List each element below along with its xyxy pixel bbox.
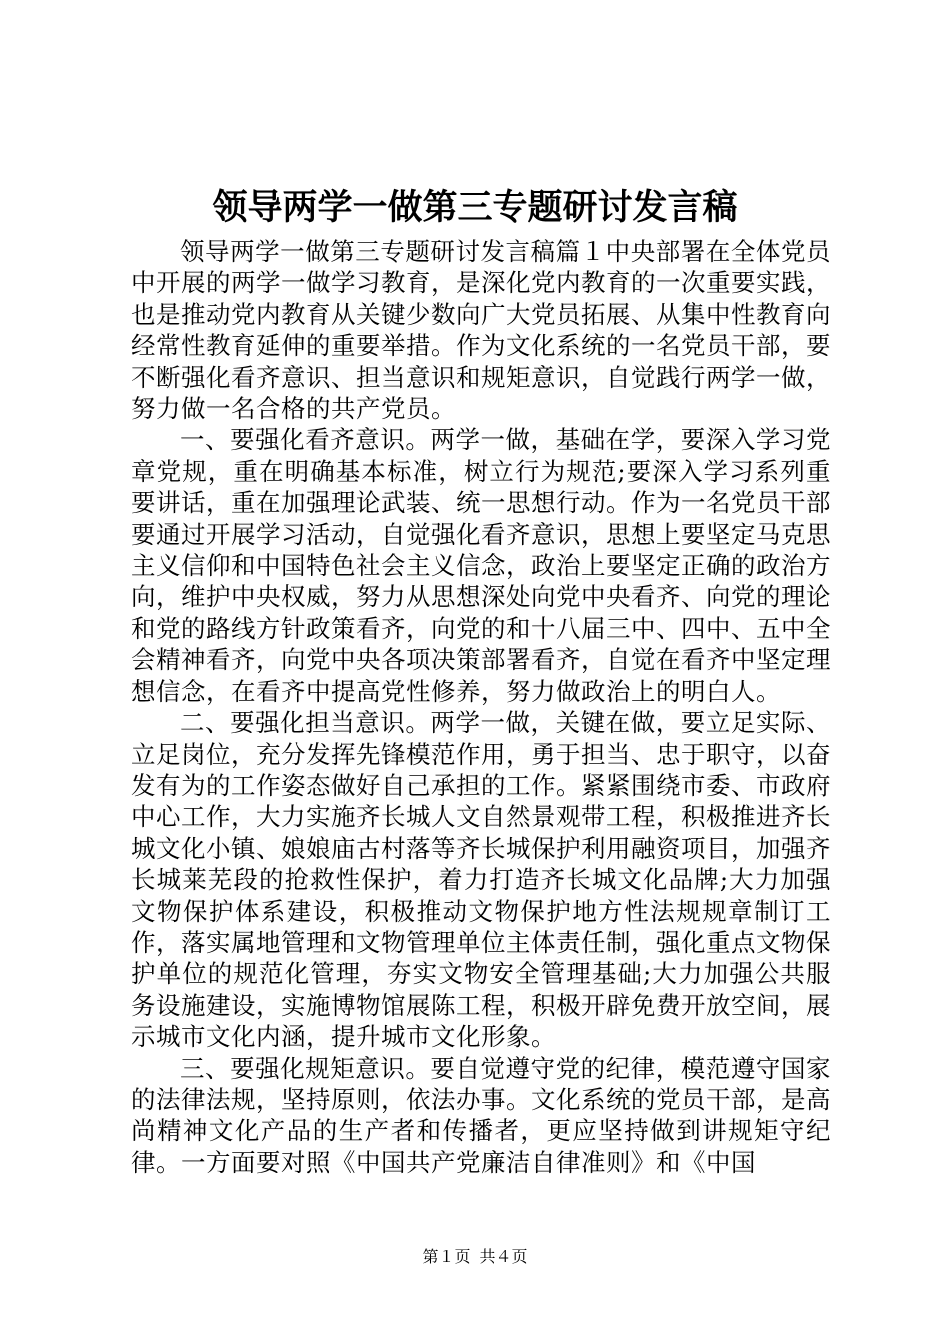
paragraph-section-3: 三、要强化规矩意识。要自觉遵守党的纪律，模范遵守国家的法律法规，坚持原则，依法办事。文化系统的党员干部，是高尚精神文化产品的生产者和传播者，更应坚持做到讲规矩守纪律。一方面要对照《中国共产党廉洁自律准则》和《中国 — [131, 1053, 831, 1177]
page-number-current: 第１页 — [422, 1247, 471, 1266]
paragraph-intro: 领导两学一做第三专题研讨发言稿篇１中央部署在全体党员中开展的两学一做学习教育，是深化党内教育的一次重要实践，也是推动党内教育从关键少数向广大党员拓展、从集中性教育向经常性教育延伸的重要举措。作为文化系统的一名党员干部，要不断强化看齐意识、担当意识和规矩意识，自觉践行两学一做，努力做一名合格的共产党员。 — [131, 237, 831, 424]
page-number-total: 共４页 — [479, 1247, 528, 1266]
document-title: 领导两学一做第三专题研讨发言稿 — [212, 187, 738, 228]
document-body — [131, 236, 831, 1178]
page-footer — [0, 1246, 950, 1268]
paragraph-section-1: 一、要强化看齐意识。两学一做，基础在学，要深入学习党章党规，重在明确基本标准，树立行为规范;要深入学习系列重要讲话，重在加强理论武装、统一思想行动。作为一名党员干部要通过开展学习活动，自觉强化看齐意识，思想上要坚定马克思主义信仰和中国特色社会主义信念，政治上要坚定正确的政治方向，维护中央权威，努力从思想深处向党中央看齐、向党的理论和党的路线方针政策看齐，向党的和十八届三中、四中、五中全会精神看齐，向党中央各项决策部署看齐，自觉在看齐中坚定理想信念，在看齐中提高党性修养，努力做政治上的明白人。 — [131, 425, 831, 706]
paragraph-section-2: 二、要强化担当意识。两学一做，关键在做，要立足实际、立足岗位，充分发挥先锋模范作用，勇于担当、忠于职守，以奋发有为的工作姿态做好自己承担的工作。紧紧围绕市委、市政府中心工作，大力实施齐长城人文自然景观带工程，积极推进齐长城文化小镇、娘娘庙古村落等齐长城保护利用融资项目，加强齐长城莱芜段的抢救性保护，着力打造齐长城文化品牌;大力加强文物保护体系建设，积极推动文物保护地方性法规规章制订工作，落实属地管理和文物管理单位主体责任制，强化重点文物保护单位的规范化管理，夯实文物安全管理基础;大力加强公共服务设施建设，实施博物馆展陈工程，积极开辟免费开放空间，展示城市文化内涵，提升城市文化形象。 — [131, 708, 831, 1052]
